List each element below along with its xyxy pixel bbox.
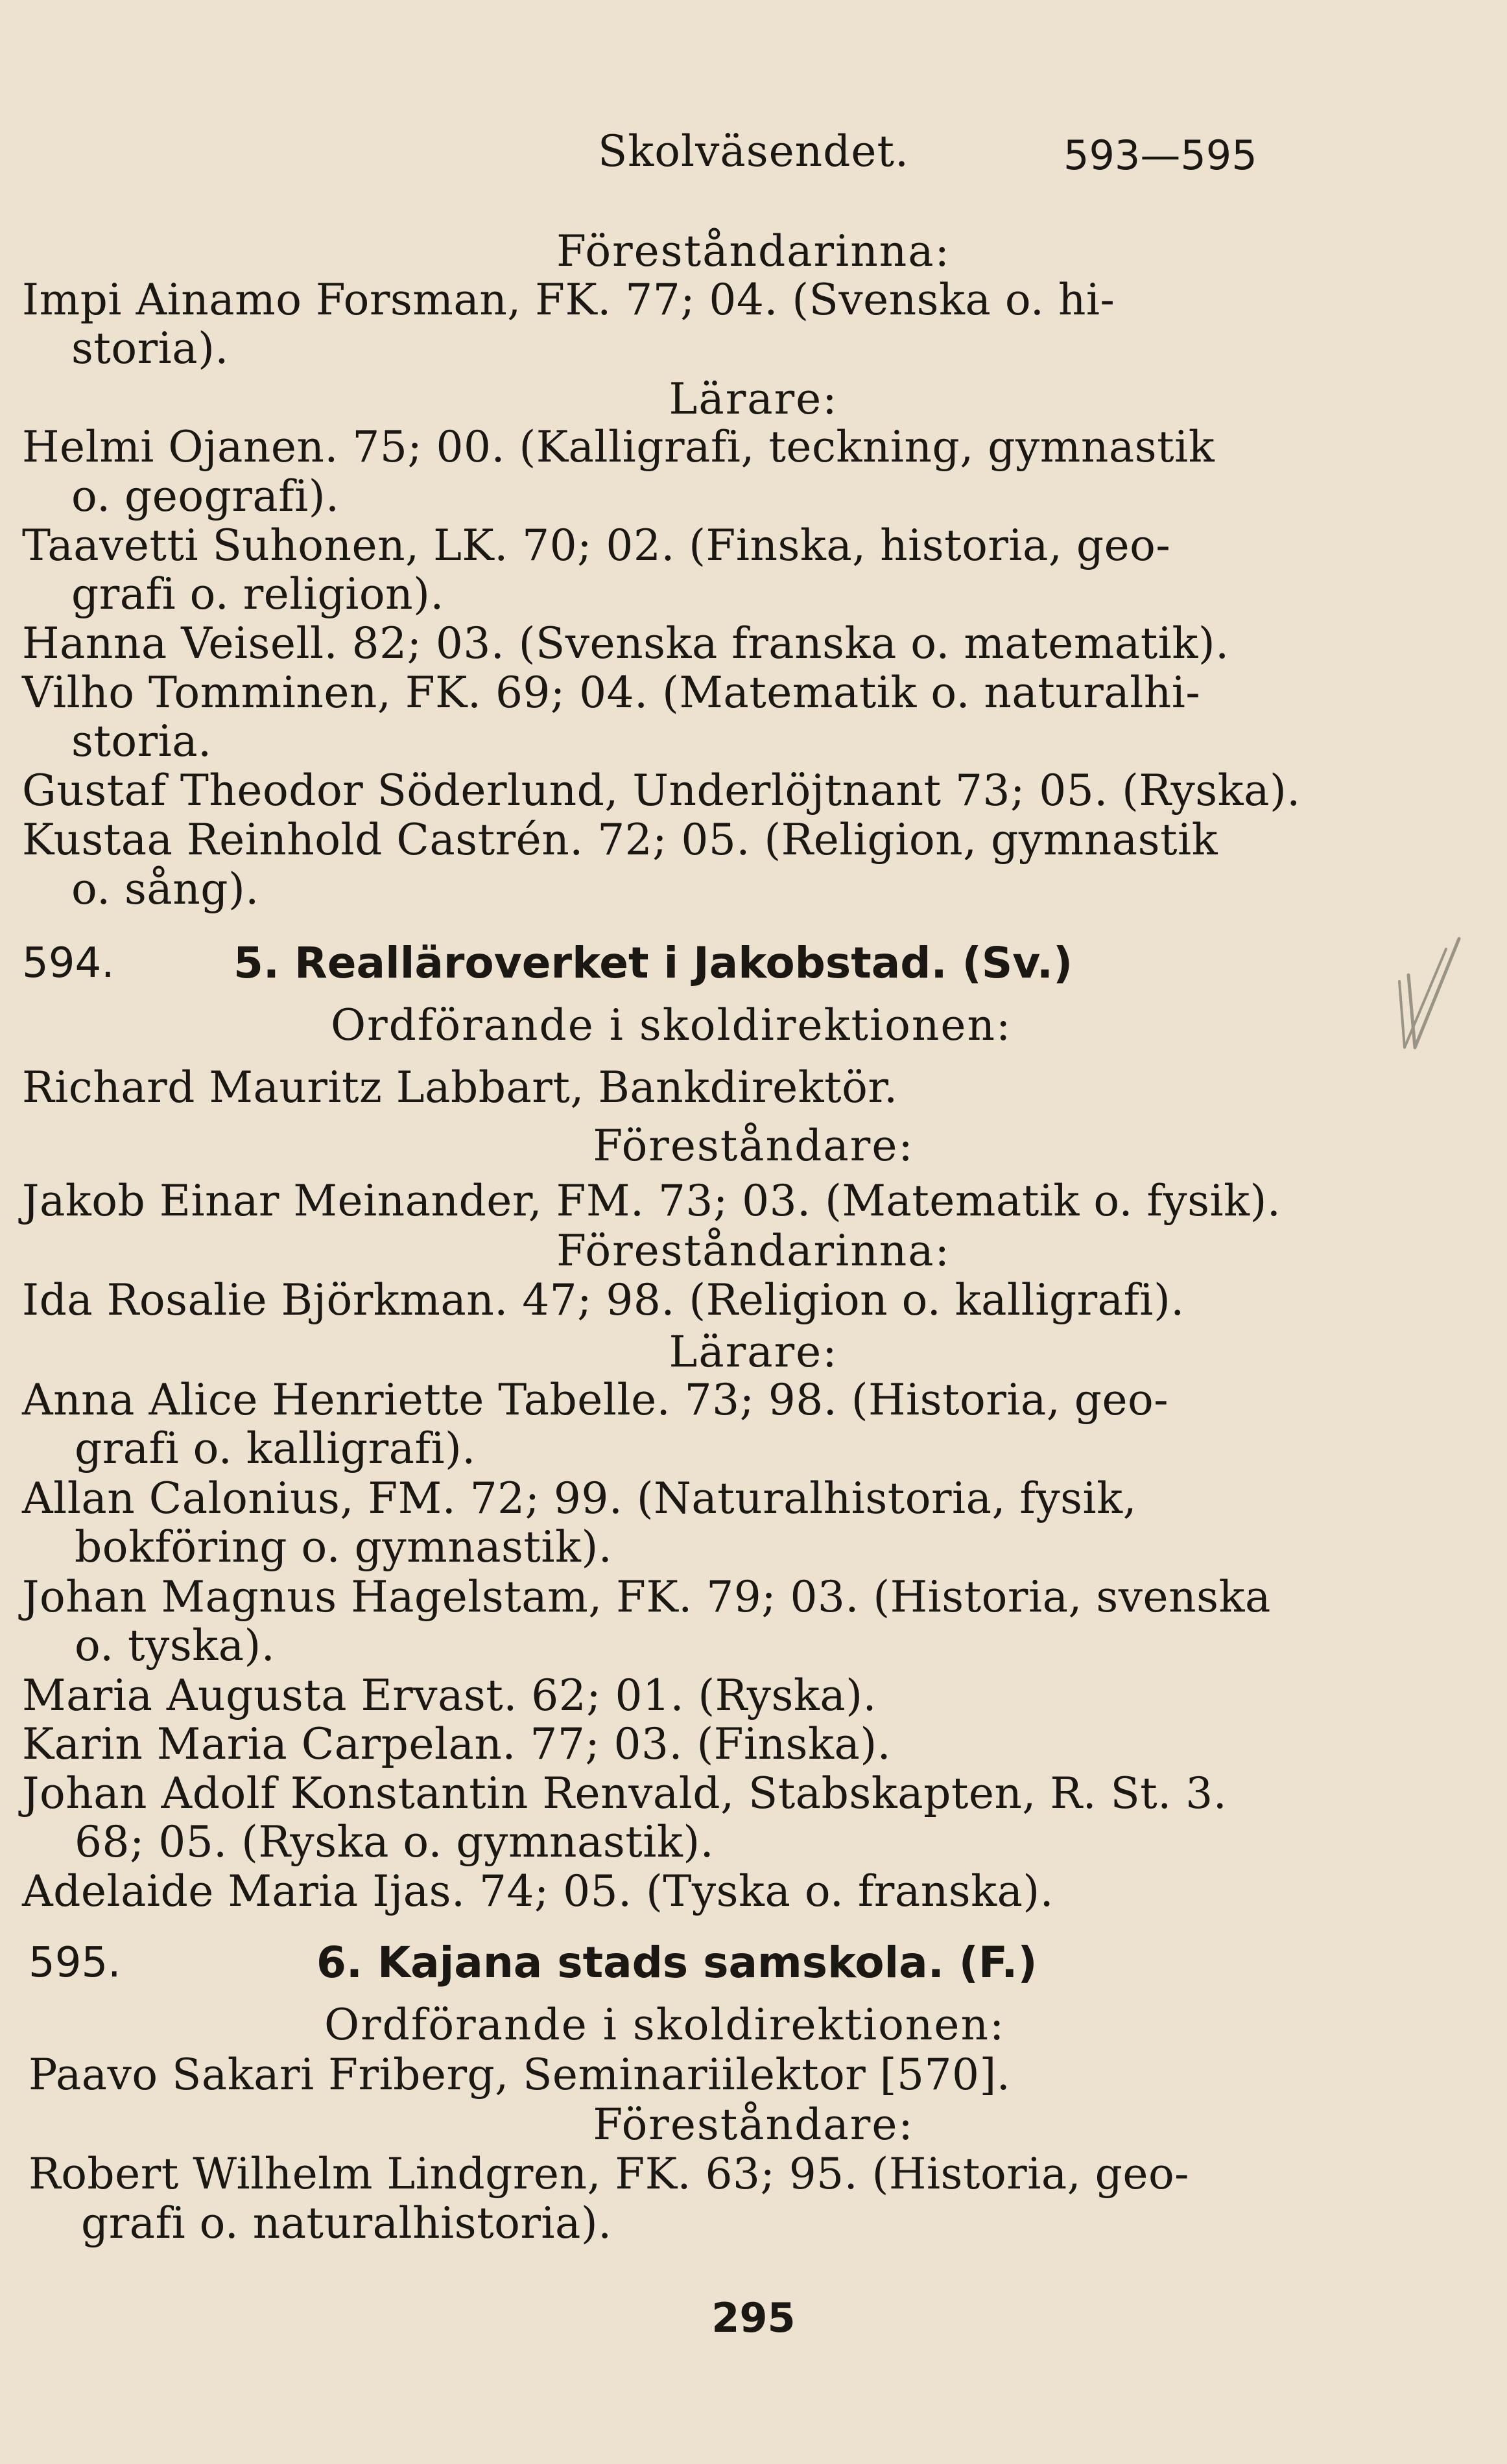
role-heading: Ordförande i skoldirektionen: [324,2000,1006,2050]
entry-line: Robert Wilhelm Lindgren, FK. 63; 95. (Historia, geo- [29,2149,1189,2199]
entry-line: o. geografi). [71,471,340,521]
role-heading: Föreståndarinna: [556,1226,951,1276]
entry-line: grafi o. kalligrafi). [75,1424,476,1473]
role-heading: Ordförande i skoldirektionen: [331,1000,1012,1050]
entry-range: 593—595 [1063,132,1257,179]
section-title: 5. Realläroverket i Jakobstad. (Sv.) [233,938,1073,988]
role-heading: Lärare: [669,1327,838,1377]
entry-line: bokföring o. gymnastik). [75,1522,613,1572]
entry-line: o. tyska). [75,1621,276,1671]
entry-line: Ida Rosalie Björkman. 47; 98. (Religion o. kalligrafi). [22,1275,1185,1325]
entry-line: Impi Ainamo Forsman, FK. 77; 04. (Svenska o. hi- [22,275,1115,325]
entry-line: Vilho Tomminen, FK. 69; 04. (Matematik o. naturalhi- [22,668,1201,718]
section-number: 595. [29,1939,121,1987]
role-heading: Föreståndare: [593,1121,914,1171]
pencil-check-mark-icon [1394,921,1472,1076]
entry-line: storia. [71,716,212,766]
section-title: 6. Kajana stads samskola. (F.) [316,1938,1038,1988]
entry-line: Paavo Sakari Friberg, Seminariilektor [570]. [29,2050,1011,2100]
running-head: Skolväsendet. [598,126,909,176]
entry-line: Karin Maria Carpelan. 77; 03. (Finska). [22,1719,892,1769]
entry-line: grafi o. religion). [71,569,444,619]
entry-line: Kustaa Reinhold Castrén. 72; 05. (Religion, gymnastik [22,815,1218,865]
entry-line: Johan Adolf Konstantin Renvald, Stabskapten, R. St. 3. [22,1768,1228,1818]
entry-line: Taavetti Suhonen, LK. 70; 02. (Finska, historia, geo- [22,521,1171,570]
entry-line: grafi o. naturalhistoria). [81,2198,612,2248]
entry-line: o. sång). [71,864,259,914]
entry-line: 68; 05. (Ryska o. gymnastik). [75,1817,715,1867]
entry-line: Jakob Einar Meinander, FM. 73; 03. (Matematik o. fysik). [22,1176,1281,1226]
entry-line: Johan Magnus Hagelstam, FK. 79; 03. (Historia, svenska [22,1572,1271,1622]
role-heading: Föreståndarinna: [556,226,951,276]
page-number: 295 [711,2294,796,2341]
entry-line: Allan Calonius, FM. 72; 99. (Naturalhistoria, fysik, [22,1473,1137,1523]
entry-line: Hanna Veisell. 82; 03. (Svenska franska o. matematik). [22,618,1229,668]
entry-line: Gustaf Theodor Söderlund, Underlöjtnant 73; 05. (Ryska). [22,766,1301,815]
role-heading: Lärare: [669,374,838,424]
entry-line: Maria Augusta Ervast. 62; 01. (Ryska). [22,1671,877,1720]
entry-line: Richard Mauritz Labbart, Bankdirektör. [22,1062,898,1112]
entry-line: Anna Alice Henriette Tabelle. 73; 98. (Historia, geo- [22,1375,1169,1425]
entry-line: storia). [71,323,229,373]
role-heading: Föreståndare: [593,2100,914,2150]
entry-line: Adelaide Maria Ijas. 74; 05. (Tyska o. franska). [22,1866,1054,1916]
entry-line: Helmi Ojanen. 75; 00. (Kalligrafi, teckning, gymnastik [22,422,1215,472]
section-number: 594. [22,939,115,987]
